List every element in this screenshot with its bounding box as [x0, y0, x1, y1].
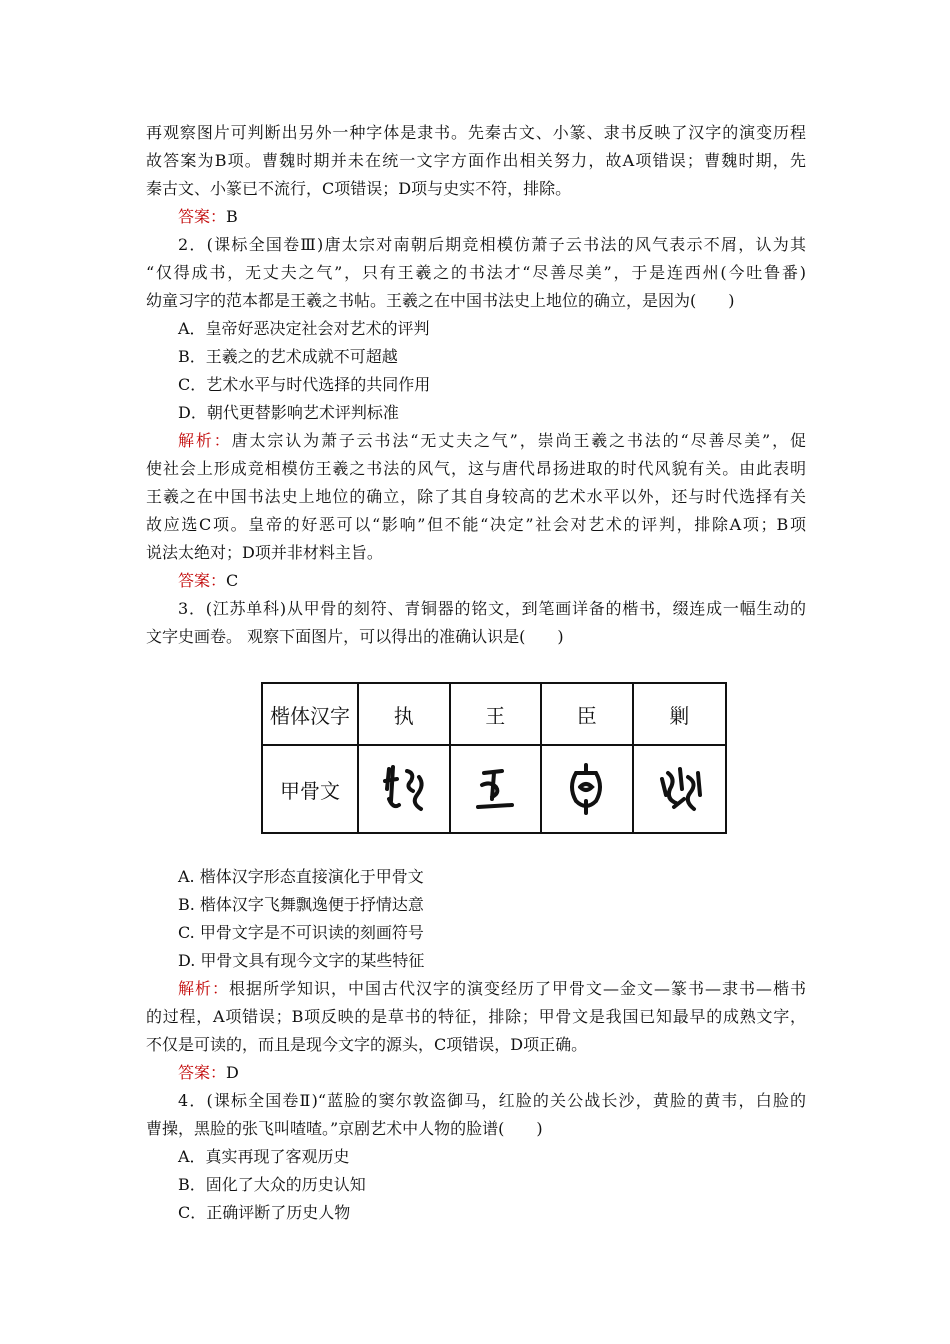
q4-option: B．固化了大众的历史认知	[178, 1175, 366, 1194]
oracle-glyph-chen	[542, 746, 634, 832]
q2-analysis-line: 解析：唐太宗认为萧子云书法“无丈夫之气”，崇尚王羲之书法的“尽善尽美”，促	[178, 431, 806, 450]
text-line: 再观察图片可判断出另外一种字体是隶书。先秦古文、小篆、隶书反映了汉字的演变历程	[146, 123, 806, 142]
q4-line: 曹操，黑脸的张飞叫喳喳。”京剧艺术中人物的脸谱( )	[146, 1119, 543, 1138]
analysis-label: 解析：	[178, 979, 229, 998]
row-header-oracle: 甲骨文	[263, 746, 359, 832]
q3-option: B. 楷体汉字飞舞飘逸便于抒情达意	[178, 895, 424, 914]
answer-line	[178, 1062, 806, 1084]
text-line: 故答案为B项。曹魏时期并未在统一文字方面作出相关努力，故A项错误；曹魏时期，先	[146, 151, 806, 170]
answer-label: 答案：	[178, 207, 227, 226]
oracle-glyph-jiao	[634, 746, 726, 832]
q3-line: 3．(江苏单科)从甲骨的刻符、青铜器的铭文，到笔画详备的楷书，缀连成一幅生动的	[178, 599, 806, 618]
q3-option: D. 甲骨文具有现今文字的某些特征	[178, 951, 425, 970]
text-line: 秦古文、小篆已不流行，C项错误；D项与史实不符，排除。	[146, 179, 572, 198]
q4-line: 4．(课标全国卷Ⅱ)“蓝脸的窦尔敦盗御马，红脸的关公战长沙，黄脸的黄韦，白脸的	[178, 1091, 806, 1110]
q2-option: D．朝代更替影响艺术评判标准	[178, 403, 399, 422]
q2-analysis-line: 使社会上形成竞相模仿王羲之书法的风气，这与唐代昂扬进取的时代风貌有关。由此表明	[146, 459, 806, 478]
q3-line: 文字史画卷。 观察下面图片，可以得出的准确认识是( )	[146, 627, 564, 646]
q3-analysis-line: 解析：根据所学知识，中国古代汉字的演变经历了甲骨文—金文—篆书—隶书—楷书	[178, 979, 806, 998]
q2-line: “仅得成书，无丈夫之气”，只有王羲之的书法才“尽善尽美”，于是连西州(今吐鲁番)	[146, 263, 806, 282]
answer-line	[178, 206, 806, 228]
q2-line: 2．(课标全国卷Ⅲ)唐太宗对南朝后期竞相模仿萧子云书法的风气表示不屑，认为其	[178, 235, 806, 254]
answer-value: B	[226, 207, 238, 226]
q3-option: A. 楷体汉字形态直接演化于甲骨文	[178, 867, 424, 886]
answer-label: 答案：	[178, 1063, 227, 1082]
q2-option: B．王羲之的艺术成就不可超越	[178, 347, 398, 366]
answer-value: D	[226, 1063, 239, 1082]
oracle-glyph-wang	[451, 746, 543, 832]
answer-value: C	[226, 571, 239, 590]
q2-option: A．皇帝好恶决定社会对艺术的评判	[178, 319, 430, 338]
q4-option: C．正确评断了历史人物	[178, 1203, 351, 1222]
kaishu-char: 执	[359, 684, 451, 746]
answer-label: 答案：	[178, 571, 227, 590]
q2-option: C．艺术水平与时代选择的共同作用	[178, 375, 431, 394]
q2-analysis-line: 王羲之在中国书法史上地位的确立，除了其自身较高的艺术水平以外，还与时代选择有关	[146, 487, 806, 506]
kaishu-char: 臣	[542, 684, 634, 746]
q3-option: C. 甲骨文字是不可识读的刻画符号	[178, 923, 424, 942]
analysis-label: 解析：	[178, 431, 232, 450]
kaishu-char: 剿	[634, 684, 726, 746]
oracle-glyph-zhi	[359, 746, 451, 832]
q3-analysis-line: 的过程，A项错误；B项反映的是草书的特征，排除；甲骨文是我国已知最早的成熟文字，	[146, 1007, 806, 1026]
q2-analysis-line: 故应选C项。皇帝的好恶可以“影响”但不能“决定”社会对艺术的评判，排除A项；B项	[146, 515, 806, 534]
script-comparison-table	[261, 682, 727, 834]
q3-analysis-line: 不仅是可读的，而且是现今文字的源头，C项错误，D项正确。	[146, 1035, 588, 1054]
q4-option: A．真实再现了客观历史	[178, 1147, 350, 1166]
kaishu-char: 王	[451, 684, 543, 746]
answer-line	[178, 570, 806, 592]
q2-line: 幼童习字的范本都是王羲之书帖。王羲之在中国书法史上地位的确立，是因为( )	[146, 291, 735, 310]
q2-analysis-line: 说法太绝对；D项并非材料主旨。	[146, 543, 383, 562]
row-header-kaishu: 楷体汉字	[263, 684, 359, 746]
